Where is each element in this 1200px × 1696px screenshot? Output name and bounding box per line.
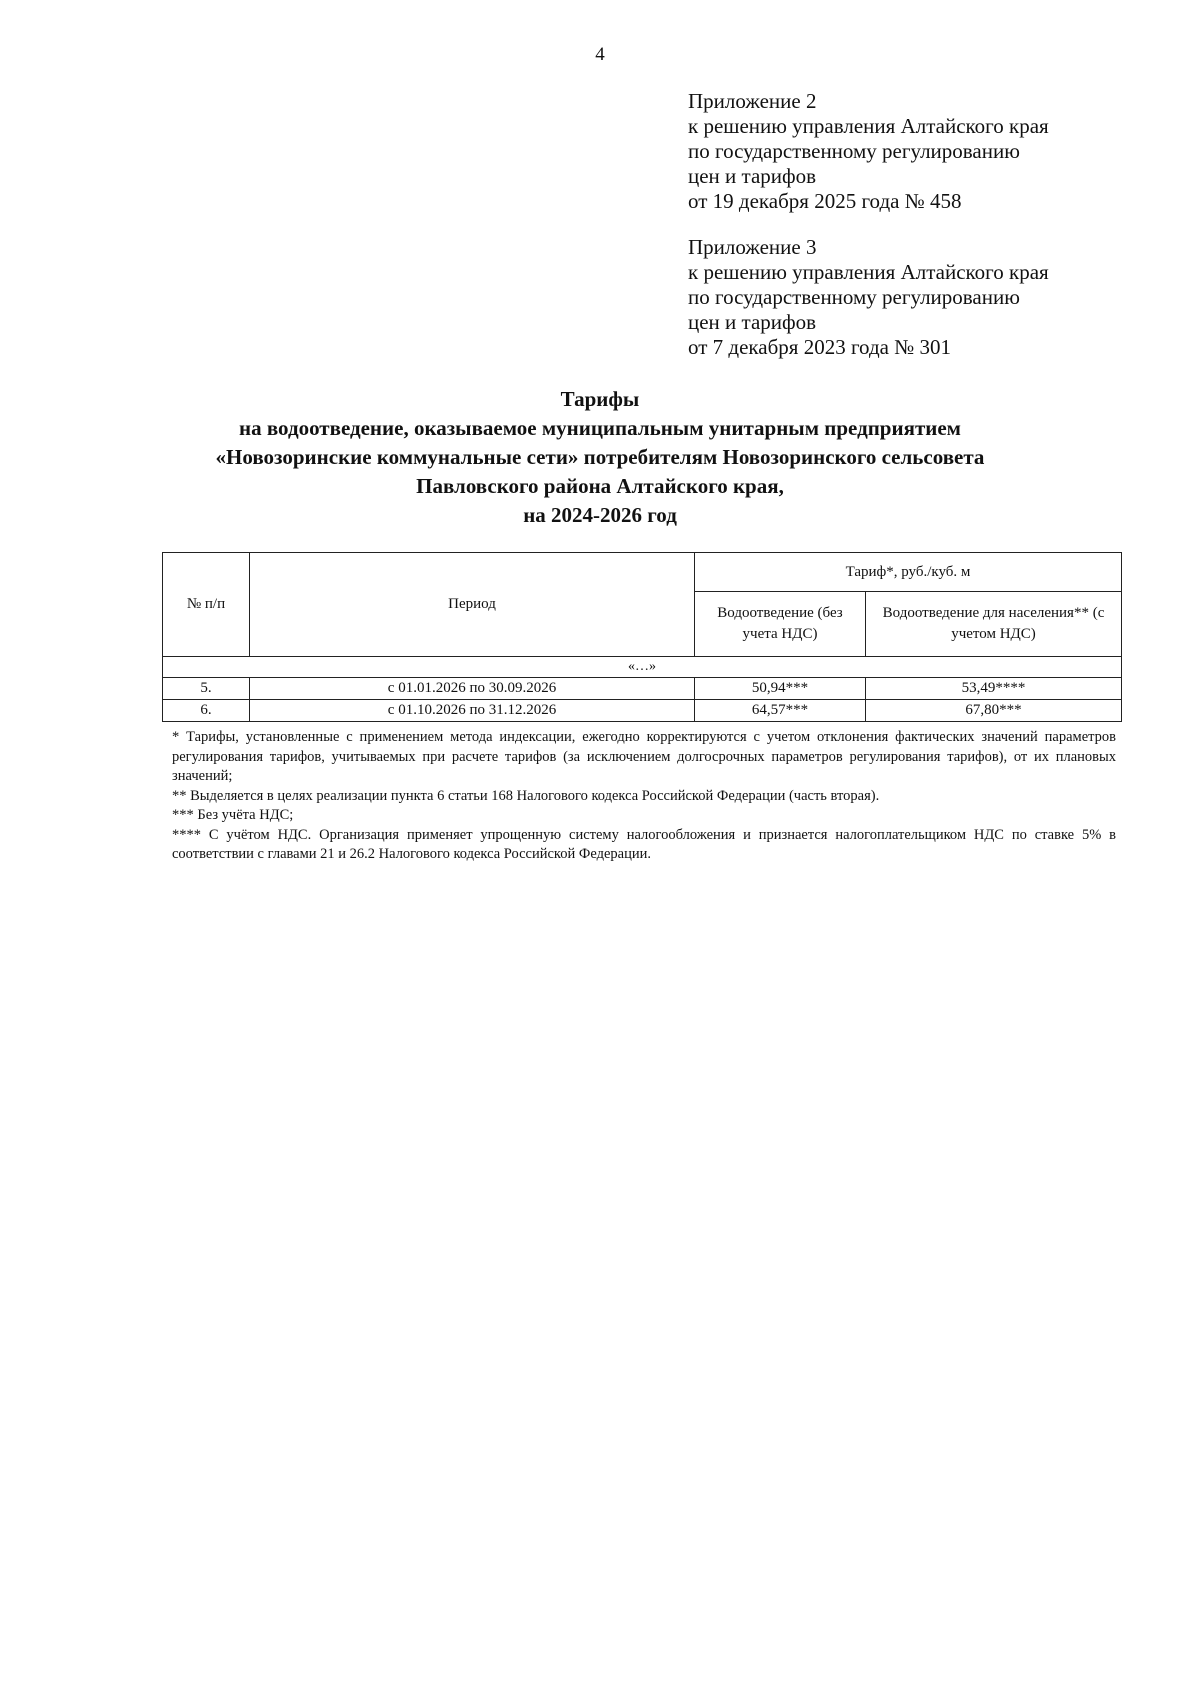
title-line: Тарифы	[560, 387, 640, 411]
row-period: с 01.10.2026 по 31.12.2026	[250, 700, 695, 722]
header-tariff-group: Тариф*, руб./куб. м	[695, 553, 1122, 592]
table-header-row	[163, 553, 1122, 592]
page-number: 4	[595, 44, 605, 65]
header-col-2: Водоотведение для населения** (с учетом НДС)	[866, 592, 1122, 657]
row-tariff-1: 50,94***	[695, 678, 866, 700]
appendix-2-block	[688, 89, 1158, 214]
row-tariff-2: 67,80***	[866, 700, 1122, 722]
header-num: № п/п	[163, 553, 250, 657]
header-period: Период	[250, 553, 695, 657]
appendix-2-line: по государственному регулированию	[688, 139, 1020, 163]
appendix-2-line: от 19 декабря 2025 года № 458	[688, 189, 962, 213]
footnote: * Тарифы, установленные с применением метода индексации, ежегодно корректируются с учетом отклонения фактических значений параметров регулирования тарифов, учитываемых при расчете тарифов (за исключением долгосрочных параметров регулирования тарифов), от их плановых значений;	[172, 729, 1116, 784]
title-line: Павловского района Алтайского края,	[416, 474, 784, 498]
footnote: **** С учётом НДС. Организация применяет упрощенную систему налогообложения и признается налогоплательщиком НДС по ставке 5% в соответствии с главами 21 и 26.2 Налогового кодекса Российской Федерации.	[172, 826, 1116, 862]
appendix-3-line: по государственному регулированию	[688, 285, 1020, 309]
title-line: «Новозоринские коммунальные сети» потребителям Новозоринского сельсовета	[215, 445, 985, 469]
appendix-3-line: к решению управления Алтайского края	[688, 260, 1049, 284]
row-num: 5.	[163, 678, 250, 700]
title-line: на 2024-2026 год	[523, 503, 677, 527]
row-tariff-2: 53,49****	[866, 678, 1122, 700]
appendix-3-line: Приложение 3	[688, 235, 817, 259]
footnotes	[172, 728, 1116, 865]
table-row	[163, 678, 1122, 700]
appendix-3-block	[688, 235, 1158, 360]
footnote: ** Выделяется в целях реализации пункта 6 статьи 168 Налогового кодекса Российской Федерации (часть вторая).	[172, 787, 880, 804]
table-row	[163, 700, 1122, 722]
footnote: *** Без учёта НДС;	[172, 807, 294, 823]
appendix-2-line: к решению управления Алтайского края	[688, 114, 1049, 138]
appendix-3-line: цен и тарифов	[688, 310, 817, 334]
title-line: на водоотведение, оказываемое муниципальным унитарным предприятием	[239, 416, 961, 440]
appendix-3-line: от 7 декабря 2023 года № 301	[688, 335, 951, 359]
row-num: 6.	[163, 700, 250, 722]
header-col-1: Водоотведение (без учета НДС)	[695, 592, 866, 657]
row-period: с 01.01.2026 по 30.09.2026	[250, 678, 695, 700]
tariff-table	[162, 552, 1122, 722]
appendix-2-line: цен и тарифов	[688, 164, 817, 188]
table-ellipsis-row	[163, 657, 1122, 678]
appendix-2-line: Приложение 2	[688, 89, 817, 113]
document-title	[100, 385, 1100, 530]
ellipsis-cell: «…»	[163, 657, 1122, 678]
row-tariff-1: 64,57***	[695, 700, 866, 722]
